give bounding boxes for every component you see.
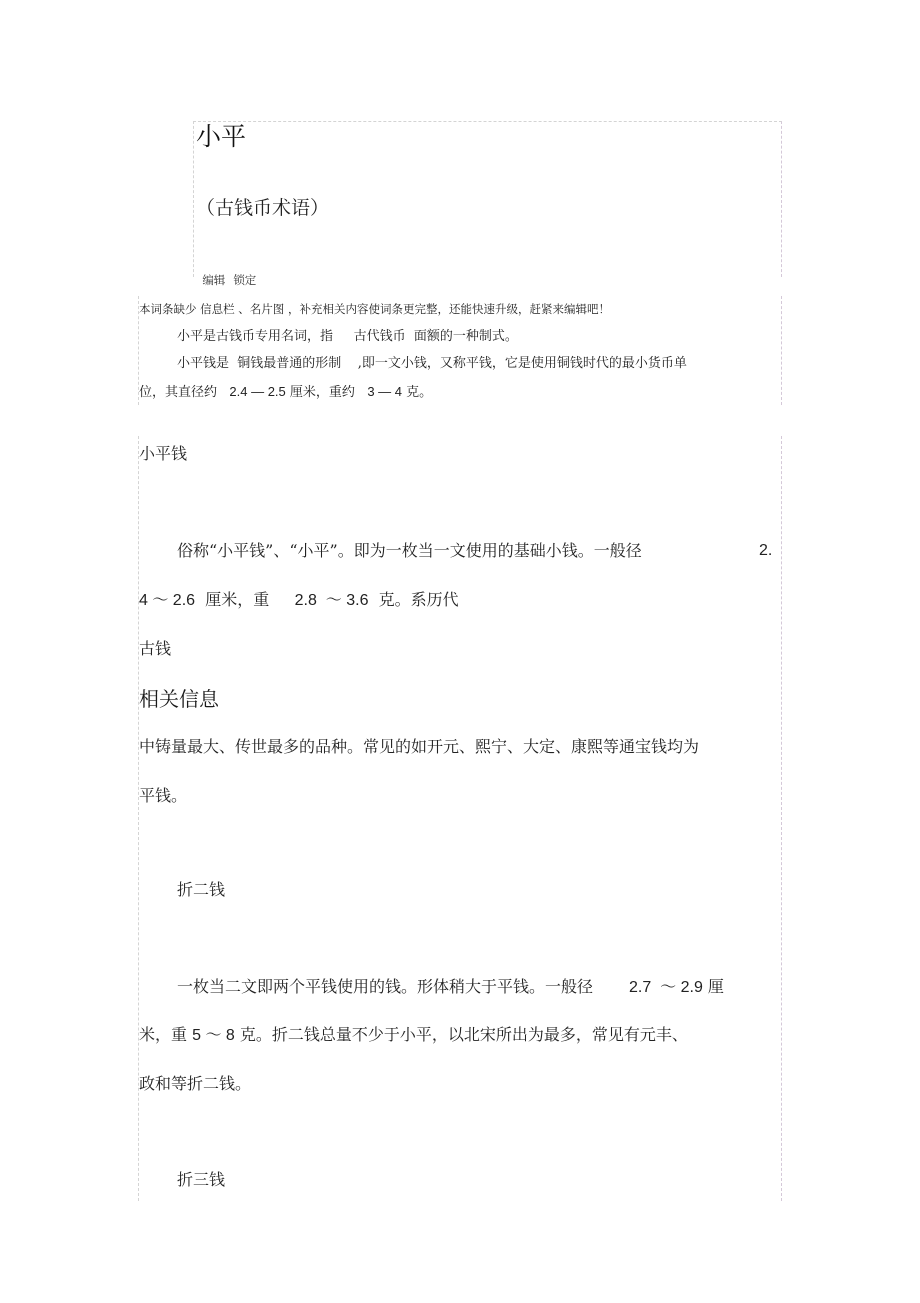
related-line-2: 平钱。 xyxy=(139,786,188,805)
intro-paragraph-2-line-1: 小平钱是 铜钱最普通的形制 ,即一文小钱，又称平钱，它是使用铜钱时代的最小货币单 xyxy=(177,356,687,371)
lock-link[interactable]: 锁定 xyxy=(233,273,257,287)
weight-value: 2.8 ～ 3.6 xyxy=(294,592,369,609)
zheer-line-1 xyxy=(177,976,724,999)
edit-link[interactable]: 编辑 xyxy=(202,273,226,287)
section-heading-xiaoping: 小平钱 xyxy=(139,444,188,463)
page-title: 小平 xyxy=(196,122,247,151)
section-heading-zhesan: 折三钱 xyxy=(177,1170,226,1189)
text-segment: 厘 xyxy=(702,977,724,996)
incomplete-entry-notice: 本词条缺少 信息栏 、名片图 ，补充相关内容使词条更完整，还能快速升级，赶紧来编辑吧！ xyxy=(139,302,610,316)
diameter-value: 4 ～ 2.6 xyxy=(139,592,196,609)
text-segment: 厘米，重 xyxy=(195,590,295,609)
text-segment: 位，其直径约 xyxy=(139,385,230,400)
xiaoping-line-2 xyxy=(139,589,459,612)
xiaoping-line-1: 俗称“小平钱”、“小平”。即为一枚当一文使用的基础小钱。一般径 xyxy=(177,541,642,560)
xiaoping-line-3: 古钱 xyxy=(139,639,172,658)
zheer-line-2 xyxy=(139,1024,688,1047)
text-segment: 一枚当二文即两个平钱使用的钱。形体稍大于平钱。一般径 xyxy=(177,977,594,996)
section-heading-zheer: 折二钱 xyxy=(177,880,226,899)
diameter-value: 2.4 — 2.5 xyxy=(229,384,286,399)
weight-value: 3 — 4 xyxy=(367,384,402,399)
text-segment: 米，重 xyxy=(139,1025,193,1044)
weight-value: 5 ～ 8 xyxy=(192,1027,235,1044)
text-segment: 克。折二钱总量不少于小平，以北宋所出为最多，常见有元丰、 xyxy=(234,1025,688,1044)
zheer-line-3: 政和等折二钱。 xyxy=(139,1074,252,1093)
xiaoping-line-1-number: 2. xyxy=(759,542,773,559)
section-heading-related: 相关信息 xyxy=(139,687,219,711)
diameter-value: 2.7 ～ 2.9 xyxy=(629,979,703,996)
page-subtitle: （古钱币术语） xyxy=(196,197,330,219)
entry-actions xyxy=(195,256,264,288)
text-segment: 克。 xyxy=(402,385,433,400)
text-segment: 厘米，重约 xyxy=(285,385,368,400)
intro-paragraph-1: 小平是古钱币专用名词，指 古代钱币 面额的一种制式。 xyxy=(177,329,518,344)
text-segment: 克。系历代 xyxy=(368,590,459,609)
intro-paragraph-2-line-2 xyxy=(139,383,432,402)
related-line-1: 中铸量最大、传世最多的品种。常见的如开元、熙宁、大定、康熙等通宝钱均为 xyxy=(139,737,700,756)
